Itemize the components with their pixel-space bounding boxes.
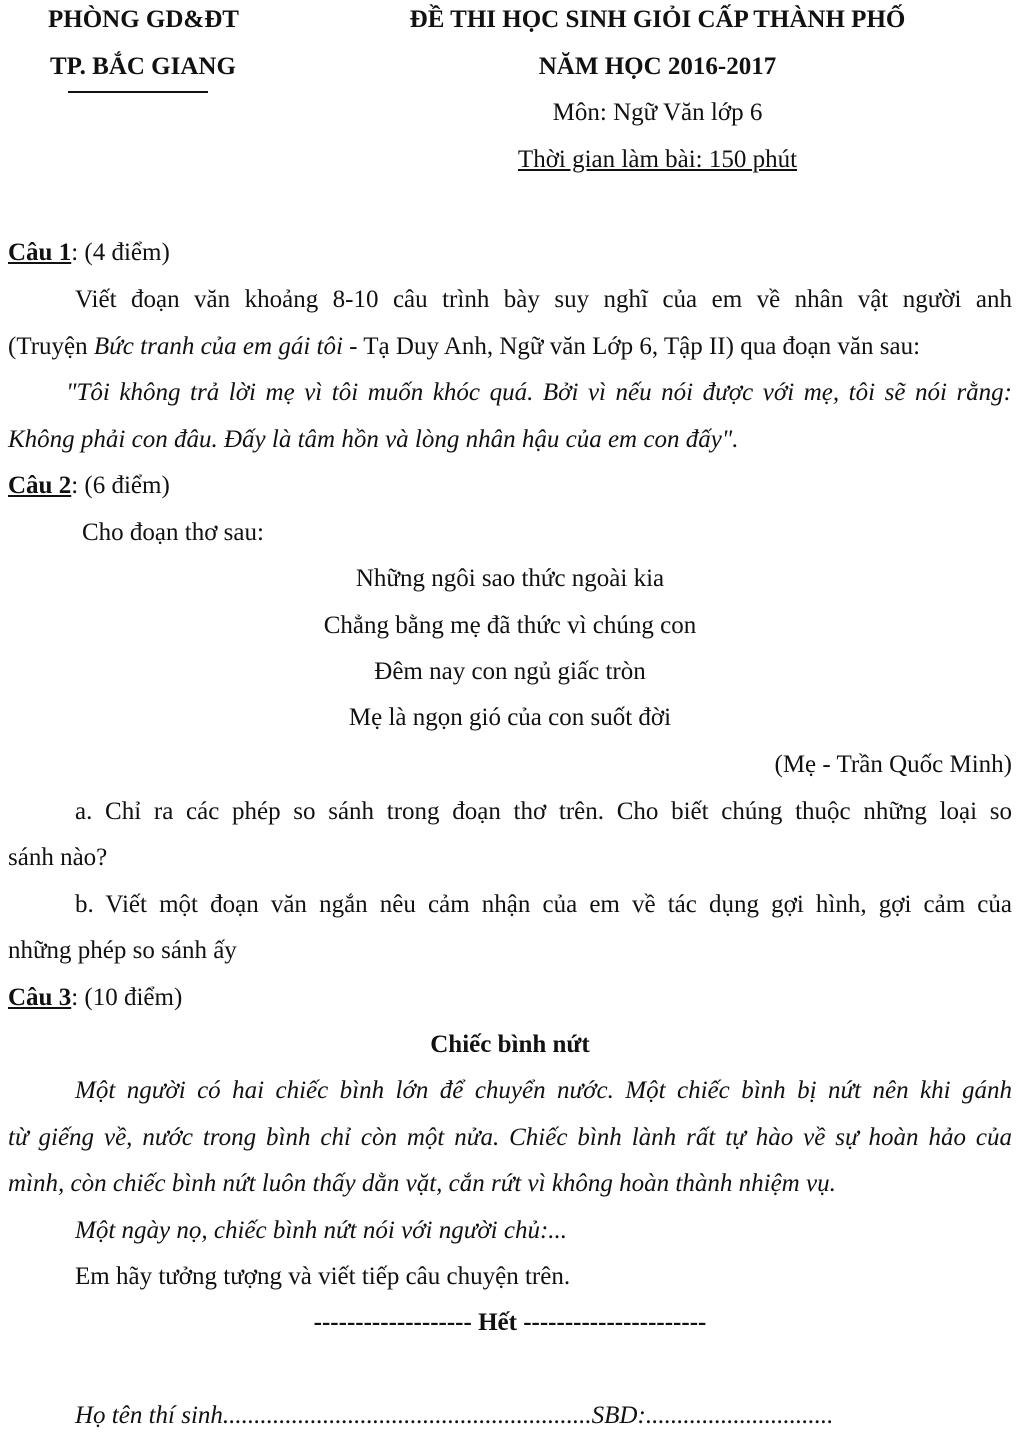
q2-task-a-line2: sánh nào? [8, 844, 108, 871]
q2-heading [8, 471, 170, 501]
q2-task-a-line1: a. Chỉ ra các phép so sánh trong đoạn thơ trên. Cho biết chúng thuộc những loại so [75, 798, 1012, 825]
q1-heading [8, 238, 170, 268]
q3-heading [8, 983, 182, 1013]
q2-intro: Cho đoạn thơ sau: [82, 519, 264, 546]
end-dashes-right: ---------------------- [516, 1309, 707, 1336]
poem-source: (Mẹ - Trần Quốc Minh) [774, 751, 1012, 778]
candidate-info-line: Họ tên thí sinh...........................................................SBD:.............................. [75, 1402, 834, 1429]
subject-line: Môn: Ngữ Văn lớp 6 [552, 99, 763, 126]
q1-intro-prefix: (Truyện [8, 333, 94, 360]
time-line [380, 145, 935, 175]
school-year: NĂM HỌC 2016-2017 [538, 53, 777, 80]
q1-intro-suffix: - Tạ Duy Anh, Ngữ văn Lớp 6, Tập II) qua đoạn văn sau: [342, 333, 921, 360]
q1-points: : (4 điểm) [71, 239, 170, 266]
story-title: Chiếc bình nứt [430, 1031, 590, 1058]
q1-quote-line2: Không phải con đâu. Đấy là tâm hồn và lòng nhân hậu của em con đấy". [8, 426, 739, 453]
poem-line: Đêm nay con ngủ giấc tròn [374, 658, 646, 685]
q2-task-b-line1: b. Viết một đoạn văn ngắn nêu cảm nhận của em về tác dụng gợi hình, gợi cảm của [75, 891, 1012, 918]
q1-quote-line1: "Tôi không trả lời mẹ vì tôi muốn khóc quá. Bởi vì nếu nói được với mẹ, tôi sẽ nói rằng: [66, 379, 1012, 406]
story-line3: mình, còn chiếc bình nứt luôn thấy dằn vặt, cắn rứt vì không hoàn thành nhiệm vụ. [8, 1170, 836, 1197]
q1-story-title: Bức tranh của em gái tôi [93, 333, 343, 360]
header-department: PHÒNG GD&ĐT [48, 6, 239, 33]
time-text: Thời gian làm bài: 150 phút [517, 146, 798, 173]
exam-title: ĐỀ THI HỌC SINH GIỎI CẤP THÀNH PHỐ [409, 6, 906, 33]
poem-line: Mẹ là ngọn gió của con suốt đời [348, 704, 672, 731]
q1-intro-line2 [8, 332, 920, 362]
story-line2: từ giếng về, nước trong bình chỉ còn một nửa. Chiếc bình lành rất tự hào về sự hoàn hảo của [8, 1124, 1012, 1151]
story-line1: Một người có hai chiếc bình lớn để chuyển nước. Một chiếc bình bị nứt nên khi gánh [75, 1077, 1012, 1104]
q2-points: : (6 điểm) [71, 472, 170, 499]
header-left-divider [68, 91, 208, 93]
q1-label: Câu 1 [8, 239, 72, 266]
story-line4: Một ngày nọ, chiếc bình nứt nói với người chủ:... [75, 1217, 568, 1244]
end-word: Hết [478, 1309, 517, 1336]
poem-line: Chẳng bằng mẹ đã thức vì chúng con [323, 612, 697, 639]
q2-task-b-line2: những phép so sánh ấy [8, 937, 237, 964]
q3-points: : (10 điểm) [71, 984, 183, 1011]
end-dashes-left: ------------------- [313, 1309, 479, 1336]
end-marker [210, 1308, 810, 1338]
q3-task: Em hãy tưởng tượng và viết tiếp câu chuyện trên. [75, 1263, 571, 1290]
q1-intro-line1: Viết đoạn văn khoảng 8-10 câu trình bày suy nghĩ của em về nhân vật người anh [75, 286, 1012, 313]
q2-label: Câu 2 [8, 472, 72, 499]
poem-line: Những ngôi sao thức ngoài kia [355, 565, 665, 592]
q3-label: Câu 3 [8, 984, 72, 1011]
header-city: TP. BẮC GIANG [50, 53, 236, 80]
